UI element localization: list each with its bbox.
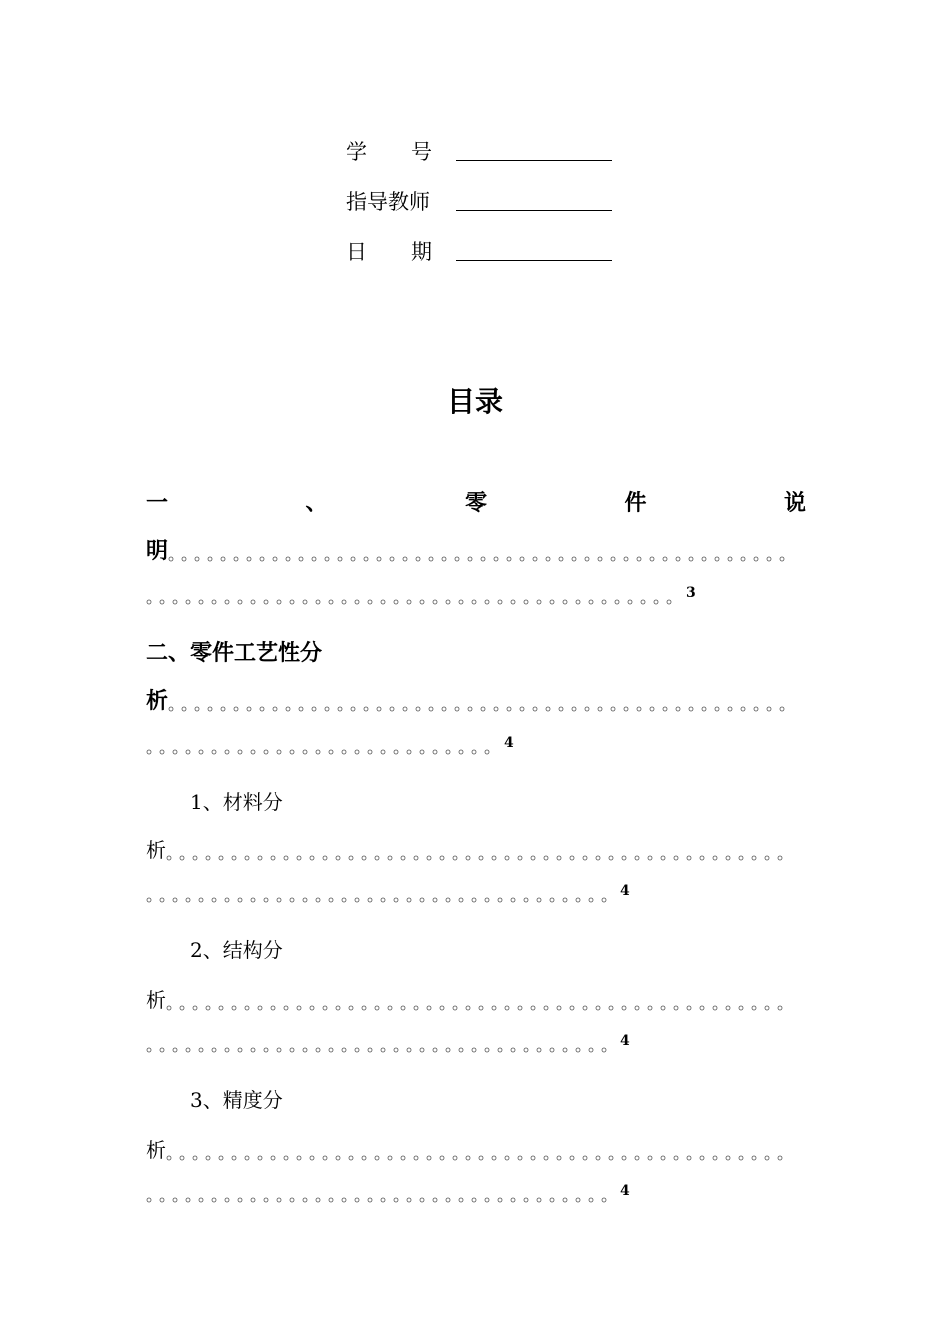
heading-char: 说 [783,491,806,516]
toc-leader-line [146,534,796,562]
dot-leader [146,740,502,746]
dot-leader [166,1146,794,1152]
toc-subheading-2: 2、结构分 [190,938,283,962]
toc-tail-char: 析 [146,689,169,712]
toc-leader-line [146,834,794,862]
toc-page-number: 4 [620,882,630,899]
heading-char: 、 [305,491,328,516]
heading-char: 零 [464,491,487,516]
dot-leader [168,697,796,703]
toc-tail-char: 析 [146,988,166,1012]
dot-leader [146,1038,618,1044]
field-label: 学号 [346,140,476,164]
dot-leader [146,1188,618,1194]
dot-leader [166,996,794,1002]
heading-char: 一 [146,491,169,516]
field-blank-line [456,260,612,261]
toc-subheading-1: 1、材料分 [190,790,283,814]
field-blank-line [456,160,612,161]
toc-heading-1 [146,486,806,517]
toc-leader-line [146,582,696,610]
toc-leader-line [146,1030,630,1058]
toc-leader-line [146,1180,630,1208]
toc-tail-char: 析 [146,1138,166,1162]
toc-leader-line [146,684,796,712]
field-label: 日期 [346,240,476,264]
toc-tail-char: 明 [146,539,169,562]
toc-leader-line [146,1134,794,1162]
toc-page-number: 3 [686,584,696,601]
toc-title: 目录 [446,385,503,418]
toc-subheading-3: 3、精度分 [190,1088,283,1112]
field-blank-line [456,210,612,211]
toc-page-number: 4 [504,734,514,751]
dot-leader [146,888,618,894]
dot-leader [166,846,794,852]
toc-tail-char: 析 [146,838,166,862]
toc-page-number: 4 [620,1182,630,1199]
toc-leader-line [146,984,794,1012]
heading-char: 件 [624,491,647,516]
toc-page-number: 4 [620,1032,630,1049]
toc-leader-line [146,880,630,908]
dot-leader [168,547,796,553]
toc-heading-2: 二、零件工艺性分 [146,641,323,666]
dot-leader [146,590,684,596]
field-label: 指导教师 [346,190,430,214]
toc-leader-line [146,732,514,760]
